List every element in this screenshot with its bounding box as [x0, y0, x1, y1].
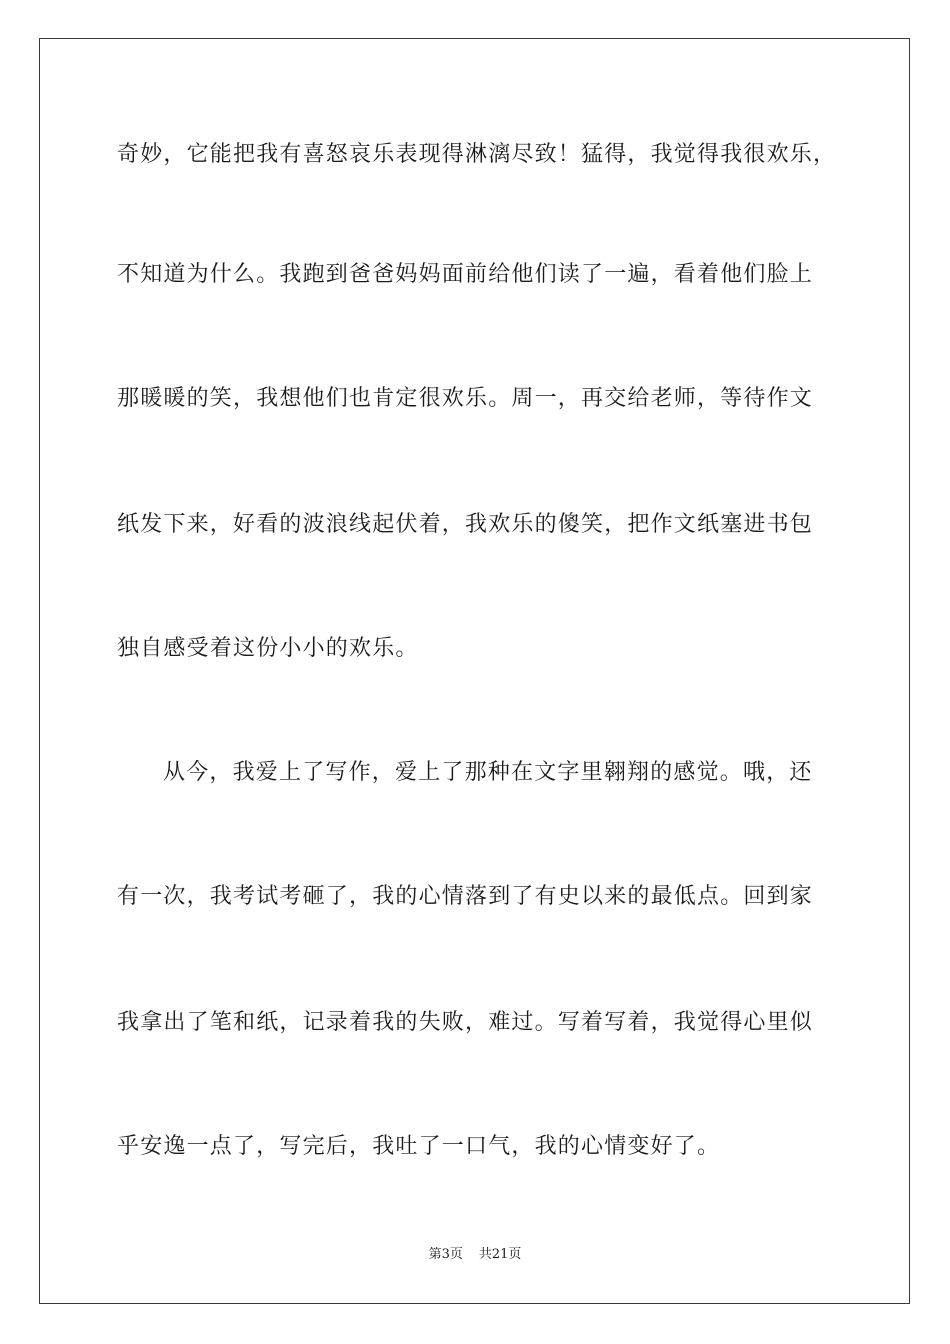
page-border — [39, 38, 910, 1304]
text-line-4: 纸发下来，好看的波浪线起伏着，我欢乐的傻笑，把作文纸塞进书包 — [117, 512, 814, 537]
page-footer — [0, 1246, 950, 1264]
text-line-3: 那暖暖的笑，我想他们也肯定很欢乐。周一，再交给老师，等待作文 — [117, 386, 814, 411]
text-line-5: 独自感受着这份小小的欢乐。 — [117, 636, 419, 661]
text-line-8: 我拿出了笔和纸，记录着我的失败，难过。写着写着，我觉得心里似 — [117, 1010, 814, 1035]
page-number: 第3页 — [428, 1247, 463, 1262]
text-line-6-paragraph-start: 从今，我爱上了写作，爱上了那种在文字里翱翔的感觉。哦，还 — [163, 760, 813, 785]
text-line-2: 不知道为什么。我跑到爸爸妈妈面前给他们读了一遍，看着他们脸上 — [117, 262, 814, 287]
text-line-9: 乎安逸一点了，写完后，我吐了一口气，我的心情变好了。 — [117, 1134, 721, 1159]
text-line-1: 奇妙，它能把我有喜怒哀乐表现得淋漓尽致！猛得，我觉得我很欢乐， — [117, 142, 837, 167]
text-line-7: 有一次，我考试考砸了，我的心情落到了有史以来的最低点。回到家 — [117, 884, 814, 909]
page-total: 共21页 — [478, 1247, 522, 1262]
